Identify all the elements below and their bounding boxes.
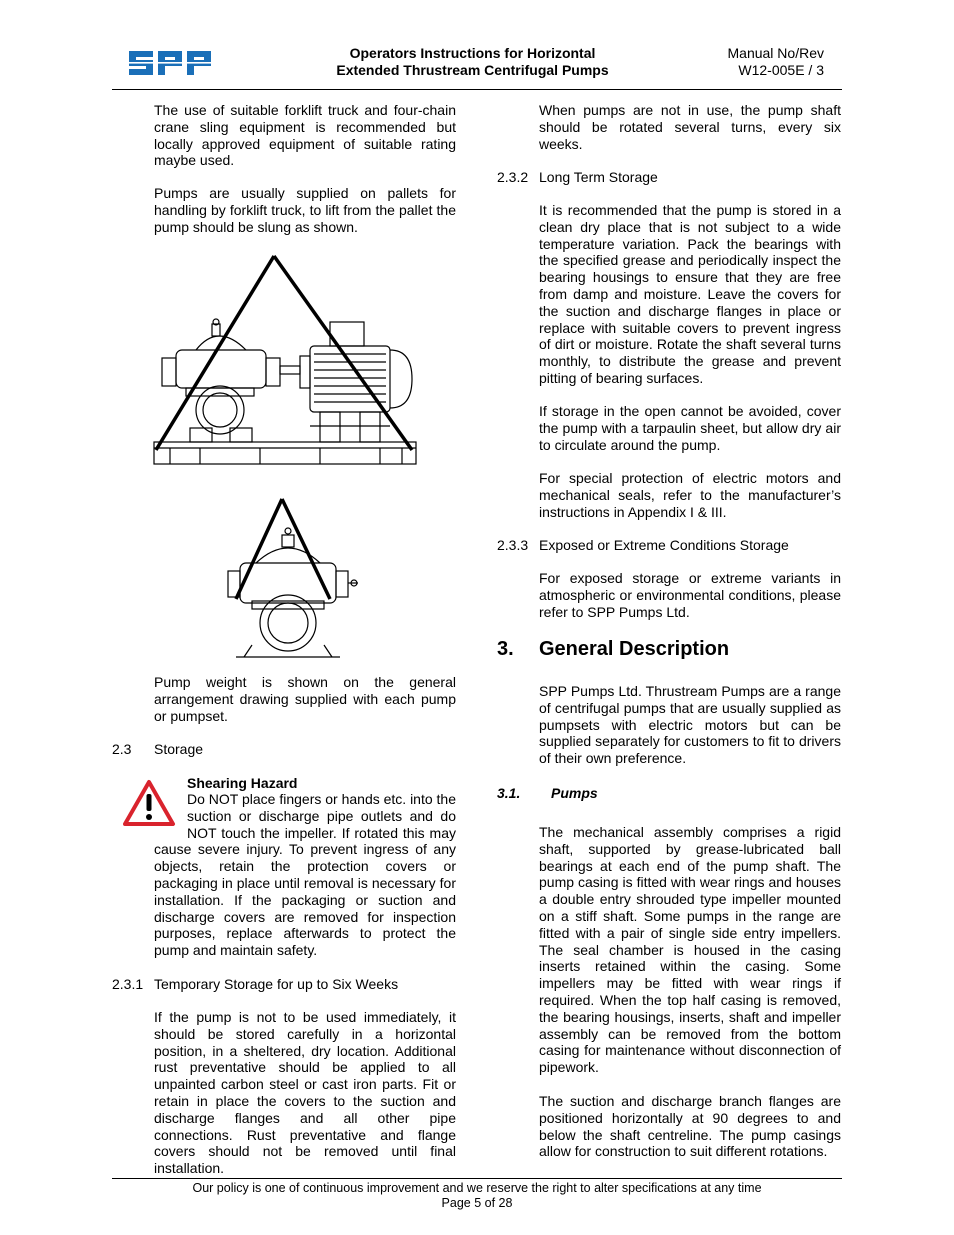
right-paragraph-5: For exposed storage or extreme variants in atmospheric or environmental conditions, please refer to SPP Pumps Ltd. bbox=[539, 570, 841, 620]
right-paragraph-3: If storage in the open cannot be avoided, cover the pump with a tarpaulin sheet, but allow dry air to circulate around the pump. bbox=[539, 403, 841, 453]
section-2-3-2-title: Long Term Storage bbox=[539, 169, 658, 185]
section-2-3-number: 2.3 bbox=[112, 741, 132, 757]
title-line-1: Operators Instructions for Horizontal bbox=[349, 45, 596, 61]
left-paragraph-3: Pump weight is shown on the general arrangement drawing supplied with each pump or pumpset. bbox=[154, 674, 456, 724]
section-3-1-title: Pumps bbox=[551, 785, 598, 801]
hazard-text bbox=[154, 791, 456, 959]
pump-sling-drawing bbox=[222, 495, 362, 660]
manual-number bbox=[690, 45, 824, 79]
footer bbox=[112, 1181, 842, 1211]
right-paragraph-6: SPP Pumps Ltd. Thrustream Pumps are a range of centrifugal pumps that are usually supplied as pumpsets with electric motors but can be supplied separately for customers to fit to drivers of their own preference. bbox=[539, 683, 841, 767]
page-number: Page 5 of 28 bbox=[441, 1196, 513, 1210]
pumpset-sling-drawing bbox=[150, 250, 420, 468]
manual-label: Manual No/Rev bbox=[727, 45, 824, 61]
section-2-3-2-number: 2.3.2 bbox=[497, 169, 529, 185]
left-paragraph-1: The use of suitable forklift truck and four-chain crane sling equipment is recommended but locally approved equipment of suitable rating maybe used. bbox=[154, 102, 456, 169]
right-paragraph-2: It is recommended that the pump is stored in a clean dry place that is not subject to a wide temperature variation. Pack the bearings with the specified grease and periodically inspect the bearing housings to ensure that they are free from damp and moisture. Leave the covers for the suction and discharge flanges in place or replace with suitable covers to prevent ingress of dirt or moisture. Rotate the shaft several turns monthly, to distribute the grease and prevent pitting of bearing surfaces. bbox=[539, 202, 841, 386]
section-2-3-3-title: Exposed or Extreme Conditions Storage bbox=[539, 537, 789, 553]
right-paragraph-7: The mechanical assembly comprises a rigid shaft, supported by grease-lubricated ball bearings at each end of the pump shaft. The pump casing is fitted with wear rings and houses a double entry shrouded type impeller mounted on a stiff shaft. Some pumps in the range are fitted with a pair of single side entry impellers. The seal chamber is housed in the casing inserts retained within the casing. Some impellers may be fitted with wear rings if required. When the top half casing is removed, the bearing housings, inserts, shaft and impeller assembly can be removed from the bottom casing for maintenance without disconnection of pipework. bbox=[539, 824, 841, 1076]
hazard-title: Shearing Hazard bbox=[187, 775, 298, 791]
spp-logo bbox=[128, 48, 212, 78]
section-3-1-number: 3.1. bbox=[497, 785, 521, 801]
section-2-3-title: Storage bbox=[154, 741, 204, 757]
section-3-number: 3. bbox=[497, 638, 514, 660]
section-2-3-3-number: 2.3.3 bbox=[497, 537, 529, 553]
section-2-3-1-number: 2.3.1 bbox=[112, 976, 144, 992]
header-rule bbox=[112, 89, 842, 90]
left-paragraph-2: Pumps are usually supplied on pallets for handling by forklift truck, to lift from the pallet the pump should be slung as shown. bbox=[154, 185, 456, 235]
right-paragraph-4: For special protection of electric motors and mechanical seals, refer to the manufacturer’s instructions in Appendix I & III. bbox=[539, 470, 841, 520]
right-paragraph-8: The suction and discharge branch flanges are positioned horizontally at 90 degrees to and below the shaft centreline. The pump casings allow for construction to suit different rotations. bbox=[539, 1093, 841, 1160]
manual-value: W12-005E / 3 bbox=[738, 62, 824, 78]
right-paragraph-1: When pumps are not in use, the pump shaft should be rotated several turns, every six weeks. bbox=[539, 102, 841, 152]
document-title bbox=[300, 45, 645, 79]
section-3-title: General Description bbox=[539, 638, 730, 660]
title-line-2: Extended Thrustream Centrifugal Pumps bbox=[336, 62, 609, 78]
footer-rule bbox=[112, 1178, 842, 1179]
left-paragraph-4: If the pump is not to be used immediately, it should be stored carefully in a horizontal position, in a sheltered, dry location. Additional rust preventative should be applied to all unpainted carbon steel or cast iron parts. Fit or retain in place the covers to the suction and discharge flanges and all other pipe connections. Rust preventative and flange covers should not be removed until final installation. bbox=[154, 1009, 456, 1177]
section-2-3-1-title: Temporary Storage for up to Six Weeks bbox=[154, 976, 399, 992]
footer-policy: Our policy is one of continuous improvement and we reserve the right to alter specifications at any time bbox=[192, 1181, 762, 1195]
hazard-text-body: Do NOT place fingers or hands etc. into the suction or discharge pipe outlets and do NOT touch the impeller. If rotated this may cause severe injury. To prevent ingress of any objects, retain the protection covers or packaging in place until removal is necessary for installation. If the packaging or suction and discharge covers are removed for inspection purposes, replace afterwards to protect the pump and maintain safety. bbox=[154, 791, 456, 959]
